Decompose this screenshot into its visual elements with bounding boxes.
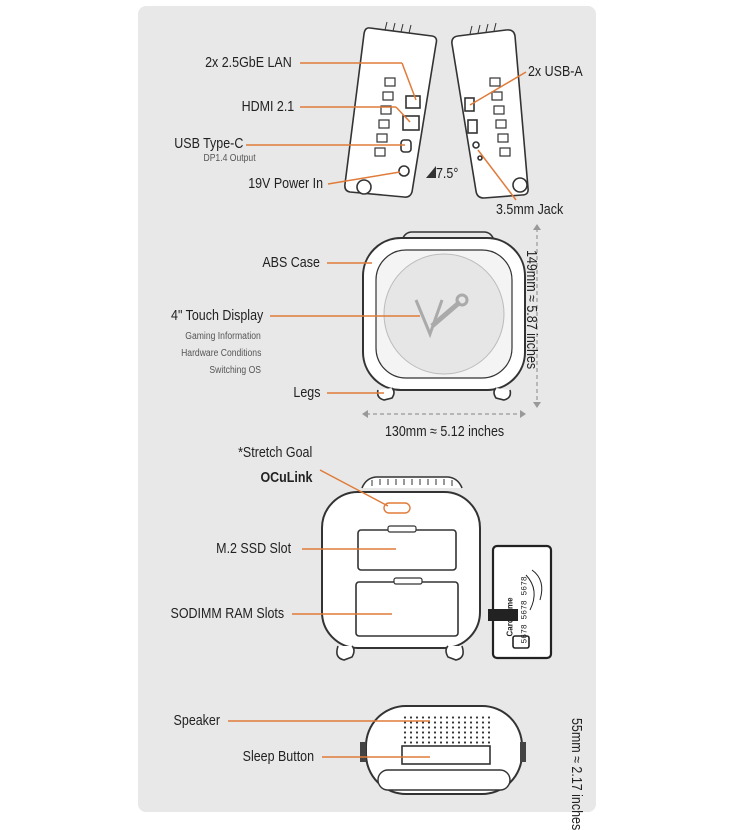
lan-port-icon bbox=[406, 96, 420, 108]
jack-port-icon bbox=[473, 142, 479, 148]
label-angle: 7.5° bbox=[436, 166, 459, 182]
oculink-port-icon bbox=[384, 503, 410, 513]
label-width: 130mm ≈ 5.12 inches bbox=[385, 424, 505, 440]
ram-slot-cover bbox=[356, 582, 458, 636]
card-brand: Cardname bbox=[505, 597, 515, 637]
usba-port-icon bbox=[465, 98, 474, 111]
label-usbc-note: DP1.4 Output bbox=[203, 153, 256, 164]
label-ssd: M.2 SSD Slot bbox=[216, 541, 291, 557]
display-note-os: Switching OS bbox=[209, 365, 261, 376]
card-number: 5678 5678 5678 bbox=[520, 576, 530, 644]
label-legs: Legs bbox=[292, 385, 320, 401]
display-note-hardware: Hardware Conditions bbox=[180, 348, 261, 359]
power-port-icon bbox=[399, 166, 409, 176]
back-view bbox=[322, 477, 480, 660]
label-speaker: Speaker bbox=[173, 713, 220, 729]
credit-card bbox=[488, 546, 551, 658]
label-depth: 55mm ≈ 2.17 inches bbox=[568, 718, 584, 830]
sleep-button-icon bbox=[402, 746, 490, 764]
label-height: 149mm ≈ 5.87 inches bbox=[523, 250, 539, 370]
label-hdmi: HDMI 2.1 bbox=[241, 99, 294, 115]
usbc-port-icon bbox=[401, 140, 411, 152]
label-usbc: USB Type-C bbox=[173, 136, 243, 152]
label-ram: SODIMM RAM Slots bbox=[170, 606, 284, 622]
display-note-gaming: Gaming Information bbox=[185, 331, 261, 342]
label-lan: 2x 2.5GbE LAN bbox=[205, 55, 292, 71]
label-display: 4" Touch Display bbox=[170, 308, 263, 324]
label-case: ABS Case bbox=[262, 255, 320, 271]
label-oculink: OCuLink bbox=[260, 470, 312, 486]
angle-icon bbox=[426, 166, 436, 178]
left-side-view bbox=[345, 22, 437, 197]
label-jack: 3.5mm Jack bbox=[496, 202, 564, 218]
right-side-view bbox=[452, 23, 528, 198]
label-stretch-goal: *Stretch Goal bbox=[237, 445, 312, 461]
label-power: 19V Power In bbox=[248, 176, 323, 192]
label-sleep: Sleep Button bbox=[242, 749, 314, 765]
ssd-slot-cover bbox=[358, 530, 456, 570]
top-view bbox=[360, 706, 526, 794]
label-usba: 2x USB-A bbox=[528, 64, 583, 80]
